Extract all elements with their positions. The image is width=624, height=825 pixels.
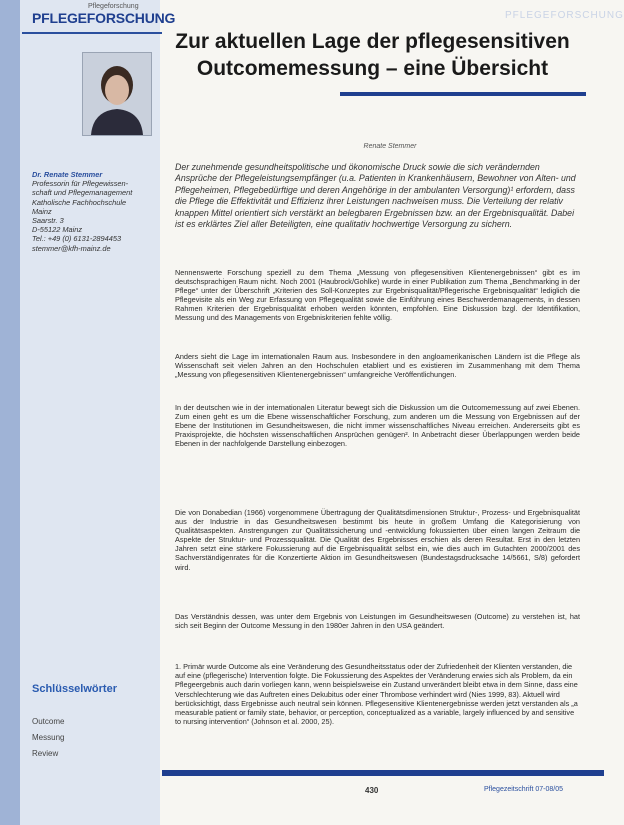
author-line: Professorin für Pflegewissen-: [32, 179, 129, 189]
article-title: Zur aktuellen Lage der pflegesensitiven Outcomemessung – eine Übersicht: [175, 30, 570, 80]
keywords-heading: Schlüsselwörter: [32, 683, 117, 695]
journal-issue: Pflegezeitschrift 07-08/05: [484, 786, 563, 793]
author-line: Tel.: +49 (0) 6131-2894453: [32, 234, 122, 244]
footnote: 1. Primär wurde Outcome als eine Veränderung des Gesundheitsstatus oder der Zufriedenheit der Klienten verstanden, die auf eine (pflegerische) Intervention folgte. Die Fokussierung des Aspektes der Veränderung erwies sich als Problem, da ein Pflegeergebnis auch darin vorliegen kann, wenn beispielsweise ein Zustand unverändert bleibt etwa in dem Sinne, dass eine Verschlechterung wie das Auftreten eines Dekubitus oder einer Thrombose verhindert wird (Nies 1999, 83). Aktuell wird berücksichtigt, dass Ergebnisse auch neutral sein können. Pflegesensitive Klientenergebnisse werden jetzt verstanden als „a measurable patient or family state, behavior, or perception, conceptualized as a variable, largely influenced by and sensitive to nursing intervention“ (Johnson et al. 2000, 25).: [175, 662, 578, 727]
body-paragraph: Nennenswerte Forschung speziell zu dem Thema „Messung von pflegesensitiven Klientenergebnissen“ gibt es im deutschsprachigen Raum nicht. Noch 2001 (Haubrock/Gohlke) wurde in einer Publikation zum Thema „Benchmarking in der Pflege“ unter der Überschrift „Kriterien des Soll-Konzeptes zur Ergebnisqualität/Pflegerische Ergebnisqualität“ lediglich die Pflegevisite als ein Weg zur Erfassung von Pflegequalität sowie die Einführung eines Beschwerdemanagements, in dessen Rahmen Kriterien der Ergebnisqualität erhoben werden könnten, empfohlen. Eine Diskussion bzgl. der Identifikation, Messung und des Managements von Ergebniskriterien fehlte völlig.: [175, 268, 580, 323]
keyword-item: Review: [32, 749, 59, 758]
body-paragraph: In der deutschen wie in der internationalen Literatur bewegt sich die Diskussion um die Outcomemessung auf zwei Ebenen. Zum einen geht es um die Ebene wissenschaftlicher Forschung, zum anderen um die Messung von Ergebnissen auf der Ebene der Institutionen im Gesundheitswesen, die nicht immer wissenschaftliches Niveau erreichen. Andererseits gibt es Praxisprojekte, die höchsten wissenschaftlichen Ansprüchen genügen². In Anbetracht dieser Überlappungen werden beide Ebenen in der nachfolgende Darstellung einbezogen.: [175, 403, 580, 449]
body-paragraph: Anders sieht die Lage im internationalen Raum aus. Insbesondere in den angloamerikanischen Ländern ist die Pflege als Wissenschaft seit vielen Jahren an den Hochschulen etabliert und es existieren im Zusammenhang mit dem Thema „Messung von pflegesensitiven Klientenergebnissen“ umfangreiche Veröffentlichungen.: [175, 352, 580, 380]
title-rule: [340, 92, 586, 96]
keyword-item: Messung: [32, 733, 65, 742]
author-line: D-55122 Mainz: [32, 225, 83, 235]
journal-brand: PFLEGEFORSCHUNG: [32, 10, 176, 26]
author-line: schaft und Pflegemanagement: [32, 188, 133, 198]
body-paragraph: Die von Donabedian (1966) vorgenommene Übertragung der Qualitätsdimensionen Struktur-, Prozess- und Ergebnisqualität aus der Industrie in das Gesundheitswesen bestimmt bis heute in großem Umfang die Kategorisierung von Qualitätsaspekten. Anstrengungen zur Qualitätssicherung und -entwicklung fokussierten über einen langen Zeitraum die Aspekte der Struktur- und Prozessqualität. Die Qualität des Ergebnisses erschien als deren Resultat. Erst in den letzten Jahren setzt eine stärkere Fokussierung auf die Ergebnisqualität selbst ein, wie dies auch im Gutachten 2000/2001 des Sachverständigenrates für die Konzertierte Aktion im Gesundheitswesen (Bundestagsdrucksache 14/5661, S/8) gefordert wird.: [175, 508, 580, 572]
section-tag: PFLEGEFORSCHUNG: [505, 10, 624, 21]
keyword-item: Outcome: [32, 717, 65, 726]
page-number: 430: [365, 786, 379, 795]
author-line: Katholische Fachhochschule: [32, 197, 127, 207]
keywords-list: [32, 714, 64, 762]
footer-rule: [162, 770, 604, 776]
sidebar-accent-bar: [0, 0, 20, 825]
body-paragraph: Das Verständnis dessen, was unter dem Ergebnis von Leistungen im Gesundheitswesen (Outcome) zu verstehen ist, hat sich seit Beginn der Outcome Messung in den 1980er Jahren in den USA geändert.: [175, 612, 580, 631]
author-email: stemmer@kfh-mainz.de: [32, 243, 111, 253]
author-photo: [82, 52, 152, 136]
header-rule: [22, 32, 162, 34]
author-name: Dr. Renate Stemmer: [32, 170, 103, 179]
brand-subtitle: Pflegeforschung: [88, 3, 139, 10]
author-line: Saarstr. 3: [32, 216, 64, 226]
article-abstract: Der zunehmende gesundheitspolitische und ökonomische Druck sowie die sich verändernden Ansprüche der Pflegeleistungsempfänger (u.a. Patienten in Krankenhäusern, Bewohner von Alten- und Pflegeheimen, Pflegebedürftige und deren Angehörige in der ambulanten Versorgung)¹ erfordern, dass die Pflege die Effektivität und Effizienz ihrer Leistungen nachweisen muss. Die Verteilung der relativ knappen Mittel orientiert sich verstärkt an belegbaren Ergebnissen bzw. an der Ergebnisqualität. Dabei ist es erklärtes Ziel aller Beteiligten, eine qualitativ hochwertige Versorgung zu sichern.: [175, 162, 576, 230]
portrait-image: [83, 53, 151, 135]
author-line: Mainz: [32, 206, 52, 216]
author-info: [32, 170, 160, 253]
article-byline: Renate Stemmer: [363, 143, 417, 150]
